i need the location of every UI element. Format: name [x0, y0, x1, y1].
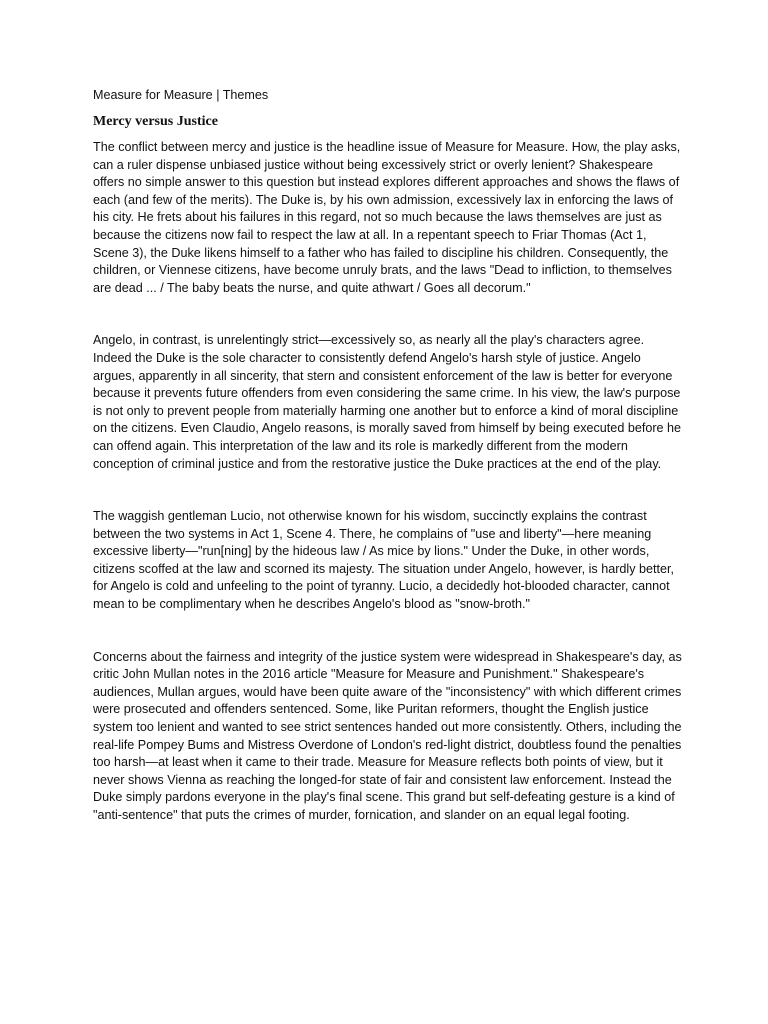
- section-title: Mercy versus Justice: [93, 114, 218, 129]
- paragraph-lucio-contrast: The waggish gentleman Lucio, not otherwise known for his wisdom, succinctly explains the contrast between the two systems in Act 1, Scene 4. There, he complains of "use and liberty"—here meaning excessive liberty—"run[ning] by the hideous law / As mice by lions." Under the Duke, in other words, citizens scoffed at the law and scorned its majesty. The situation under Angelo, however, is hardly better, for Angelo is cold and unfeeling to the point of tyranny. Lucio, a decidedly hot-blooded character, cannot mean to be complimentary when he describes Angelo's blood as "snow-broth.": [93, 509, 675, 612]
- document-header: Measure for Measure | Themes: [93, 88, 269, 102]
- paragraph-justice-concerns: Concerns about the fairness and integrity of the justice system were widespread in Shakespeare's day, as critic John Mullan notes in the 2016 article "Measure for Measure and Punishment." Shakespeare's audiences, Mullan argues, would have been quite aware of the "inconsistency" with which different crimes were prosecuted and offenders sentenced. Some, like Puritan reformers, thought the English justice system too lenient and wanted to see strict sentences handed out more consistently. Others, including the real-life Pompey Bums and Mistress Overdone of London's red-light district, doubtless found the penalties too harsh—at least when it came to their trade. Measure for Measure reflects both points of view, but it never shows Vienna as reaching the longed-for state of fair and consistent law enforcement. Instead the Duke simply pardons everyone in the play's final scene. This grand but self-defeating gesture is a kind of "anti-sentence" that puts the crimes of murder, fornication, and slander on an equal legal footing.: [93, 649, 682, 822]
- paragraph-angelo-strictness: Angelo, in contrast, is unrelentingly strict—excessively so, as nearly all the play's characters agree. Indeed the Duke is the sole character to consistently defend Angelo's harsh style of justice. Angelo argues, apparently in all sincerity, that stern and consistent enforcement of the law is better for everyone because it prevents future offenders from even considering the same crime. In his view, the law's purpose is not only to prevent people from materially harming one another but to enforce a kind of moral discipline on the citizens. Even Claudio, Angelo reasons, is morally saved from himself by being executed before he can offend again. This interpretation of the law and its role is markedly different from the modern conception of criminal justice and from the restorative justice the Duke practices at the end of the play.: [93, 333, 682, 471]
- document-page: [93, 87, 683, 825]
- paragraph-mercy-justice-intro: The conflict between mercy and justice is the headline issue of Measure for Measure. How, the play asks, can a ruler dispense unbiased justice without being excessively strict or overly lenient? Shakespeare offers no simple answer to this question but instead explores different approaches and shows the flaws of each (and few of the merits). The Duke is, by his own admission, excessively lax in enforcing the laws of his city. He frets about his failures in this regard, not so much because the laws themselves are just as because the citizens now fail to respect the law at all. In a repentant speech to Friar Thomas (Act 1, Scene 3), the Duke likens himself to a father who has failed to discipline his children. Consequently, the children, or Viennese citizens, have become unruly brats, and the laws "Dead to infliction, to themselves are dead ... / The baby beats the nurse, and quite athwart / Goes all decorum.": [93, 140, 681, 295]
